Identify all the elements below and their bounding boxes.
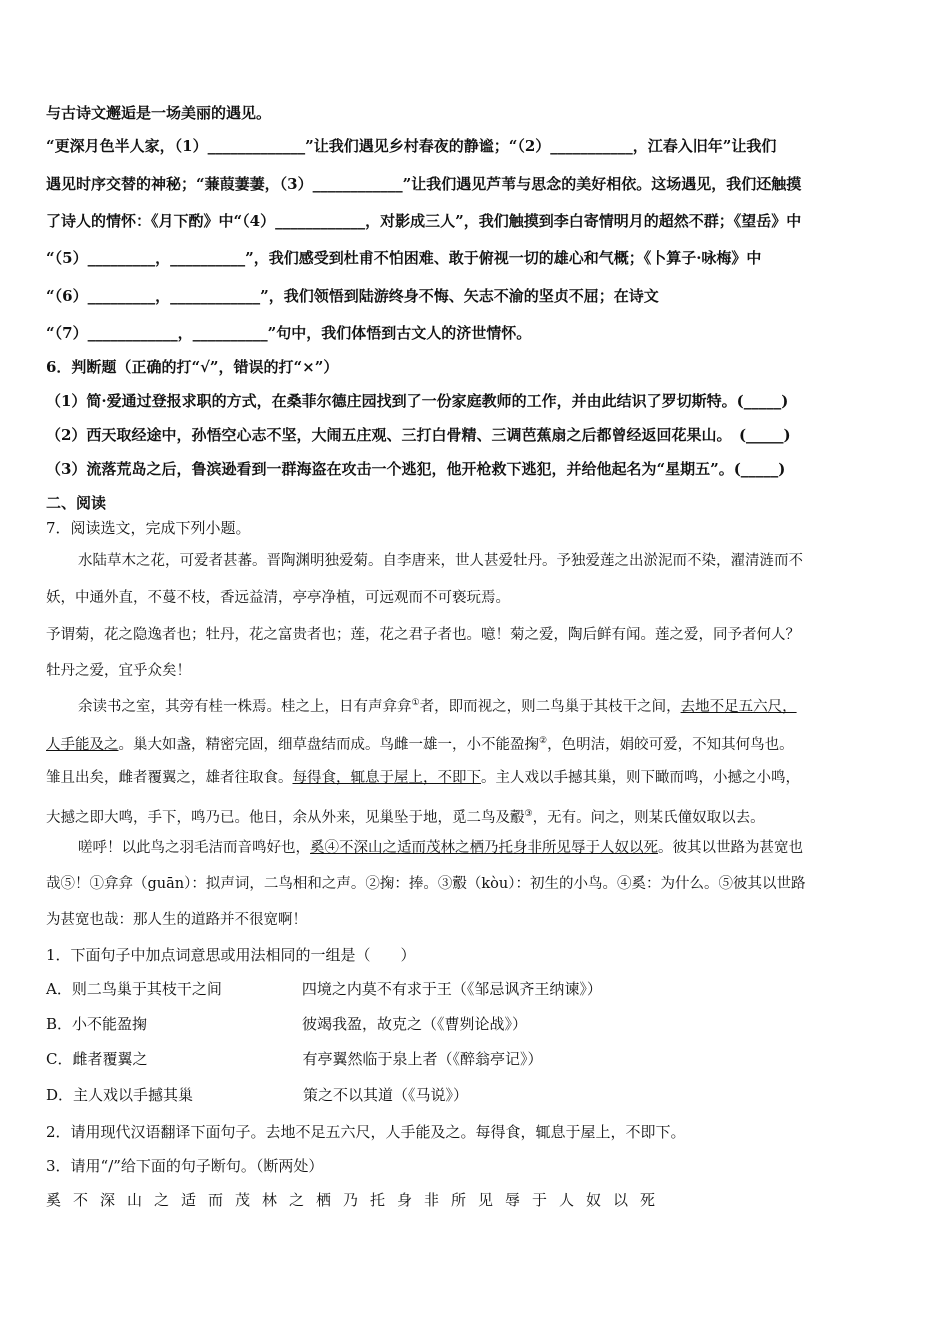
sub-question-2: 2．请用现代汉语翻译下面句子。去地不足五六尺，人手能及之。每得食，辄息于屋上，不即下。 [46,1123,686,1141]
judge-title: 6．判断题（正确的打“√”，错误的打“×”） [46,358,339,376]
option-left-text: 主人戏以手撼其巢 [73,1086,194,1104]
passage-line-8 [46,804,765,828]
judge-item-2: （2）西天取经途中，孙悟空心志不坚，大闹五庄观、三打白骨精、三调芭蕉扇之后都曾经返回花果山。 (_____) [46,426,791,444]
passage-line-2: 妖，中通外直，不蔓不枝，香远益清，亭亭净植，可远观而不可亵玩焉。 [46,590,510,606]
passage-line-7 [46,768,800,788]
question-7: 7．阅读选文，完成下列小题。 [46,519,251,537]
underlined-phrase: 奚④不深山之适而茂林之栖乃托身非所见辱于人奴以死 [310,840,658,856]
underlined-phrase: 人手能及之 [46,736,119,753]
reading-heading: 二、阅读 [46,494,107,512]
passage-text: 余读书之室，其旁有桂一株焉。桂之上，日有声弇弇 [78,698,412,715]
passage-text: 者，即而视之，则二鸟巢于其枝干之间， [419,698,681,715]
passage-text: ，无有。问之，则某氏僮奴取以去。 [532,809,765,826]
poem-line-4: “（5）_________，__________”，我们感受到杜甫不怕困难、敢于俯视一切的雄心和气概；《卜算子·咏梅》中 [46,249,762,267]
passage-text: 。主人戏以手撼其巢，则下瞰而鸣，小撼之小鸣， [481,770,800,786]
passage-text: 雏且出矣，雌者覆翼之，雄者往取食。 [46,770,293,786]
passage-text: 大撼之即大鸣，手下，鸣乃已。他日，余从外来，见巢坠于地，觅二鸟及鷇 [46,809,525,826]
passage-text: 。彼其以世路为甚宽也 [658,840,803,856]
sub-question-1: 1．下面句子中加点词意思或用法相同的一组是（ ） [46,946,416,964]
judge-item-3: （3）流落荒岛之后，鲁滨逊看到一群海盗在攻击一个逃犯，他开枪救下逃犯，并给他起名为“星期五”。(_____) [46,460,786,478]
footnote-mark-2: ② [539,736,548,746]
sentence-to-punctuate: 奚不深山之适而茂林之栖乃托身非所见辱于人奴以死 [46,1191,668,1209]
option-left-text: 则二鸟巢于其枝干之间 [71,980,222,998]
passage-line-1: 水陆草木之花，可爱者甚蕃。晋陶渊明独爱菊。自李唐来，世人甚爱牡丹。予独爱莲之出淤泥而不染，濯清涟而不 [78,553,803,569]
option-right-text: 彼竭我盈，故克之（《曹刿论战》） [302,1015,528,1033]
poem-line-3: 了诗人的情怀：《月下酌》中“（4）____________，对影成三人”，我们触摸到李白寄情明月的超然不群；《望岳》中 [46,212,802,230]
passage-line-11: 为甚宽也哉：那人生的道路并不很宽啊！ [46,912,307,928]
option-letter: D． [46,1086,74,1104]
option-letter: A． [46,980,72,998]
option-left-text: 雌者覆翼之 [72,1050,148,1068]
option-left-text: 小不能盈掬 [72,1015,148,1033]
poem-line-1: “更深月色半人家，（1）_____________”让我们遇见乡村春夜的静谧；“（2）___________，江春入旧年”让我们 [46,137,777,155]
underlined-phrase: 去地不足五六尺， [680,698,797,715]
option-letter: C． [46,1050,73,1068]
passage-text: ，色明洁，娟皎可爱，不知其何鸟也。 [547,736,794,753]
poem-line-2: 遇见时序交替的神秘；“蒹葭萋萋，（3）____________”让我们遇见芦苇与思念的美好相依。这场遇见，我们还触摸 [46,175,802,193]
passage-line-6 [46,731,794,755]
passage-text: 嗟呼！以此鸟之羽毛洁而音鸣好也， [78,840,310,856]
passage-text: 。巢大如盏，精密完固，细草盘结而成。鸟雌一雄一，小不能盈掬 [118,736,539,753]
poem-intro: 与古诗文邂逅是一场美丽的遇见。 [46,104,272,122]
footnote-mark-1: ① [411,698,420,708]
sub-question-3: 3．请用“/”给下面的句子断句。（断两处） [46,1157,324,1175]
passage-line-10: 哉⑤！①弇弇（guān）：拟声词，二鸟相和之声。②掬：捧。③鷇（kòu）：初生的小鸟。④奚：为什么。⑤彼其以世路 [46,876,806,892]
option-a [46,979,602,999]
poem-line-6: “（7）____________，__________”句中，我们体悟到古文人的济世情怀。 [46,324,532,342]
option-c [46,1049,543,1069]
option-right-text: 策之不以其道（《马说》） [303,1086,469,1104]
option-right-text: 有亭翼然临于泉上者（《醉翁亭记》） [302,1050,543,1068]
passage-line-9 [78,838,803,858]
option-letter: B． [46,1015,73,1033]
option-right-text: 四境之内莫不有求于王（《邹忌讽齐王纳谏》） [301,980,602,998]
underlined-phrase: 每得食，辄息于屋上，不即下 [292,770,481,786]
poem-line-5: “（6）_________，____________”，我们领悟到陆游终身不悔、矢志不渝的坚贞不屈；在诗文 [46,287,659,305]
passage-line-4: 牡丹之爱，宜乎众矣！ [46,663,191,679]
option-b [46,1014,527,1034]
option-d [46,1085,468,1105]
passage-line-5 [78,693,797,717]
passage-line-3: 予谓菊，花之隐逸者也；牡丹，花之富贵者也；莲，花之君子者也。噫！菊之爱，陶后鲜有闻。莲之爱，同予者何人？ [46,627,800,643]
footnote-mark-3: ③ [524,809,533,819]
judge-item-1: （1）简·爱通过登报求职的方式，在桑菲尔德庄园找到了一份家庭教师的工作，并由此结识了罗切斯特。(_____) [46,392,789,410]
